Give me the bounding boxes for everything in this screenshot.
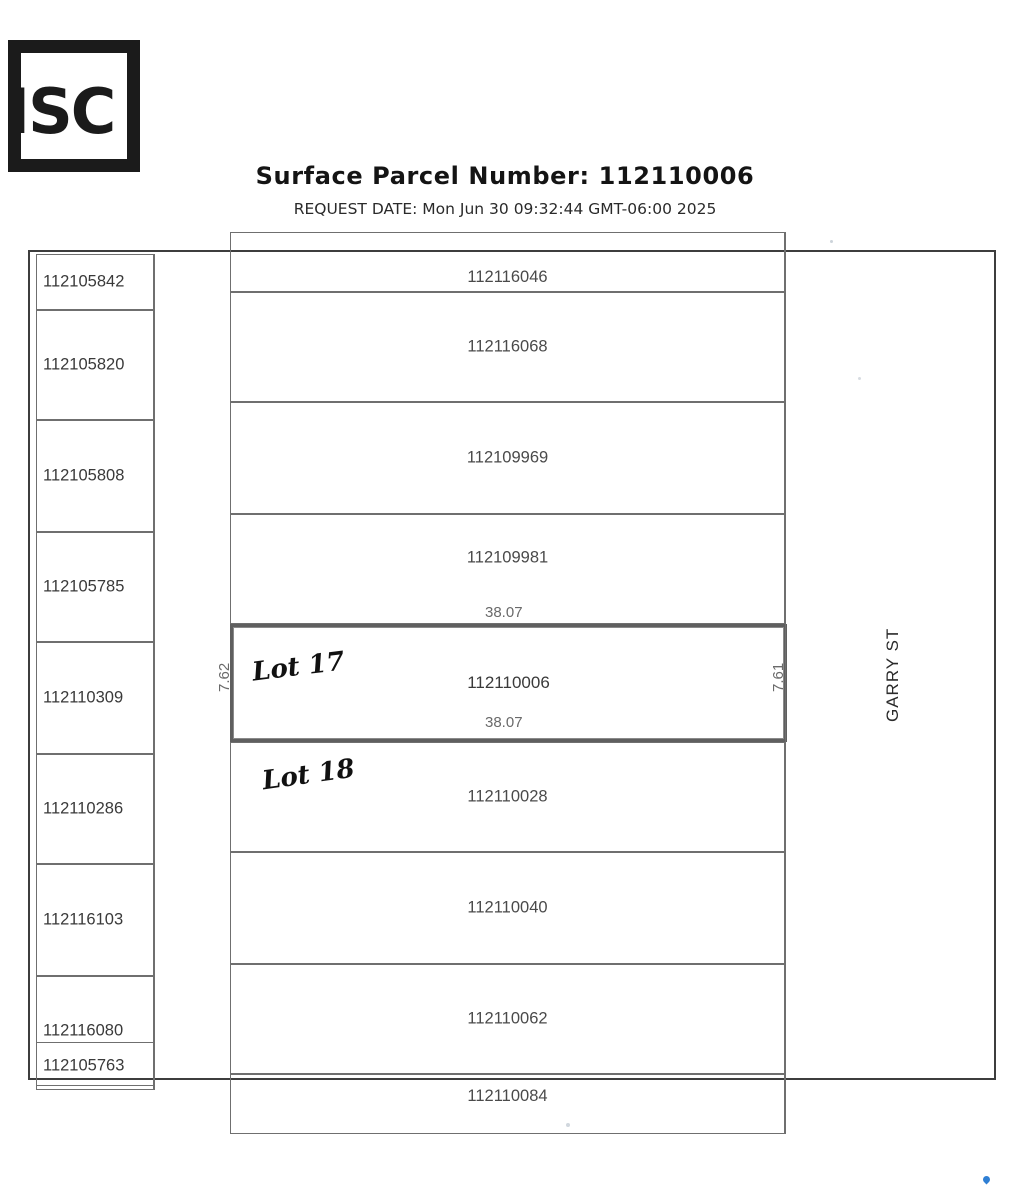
street-label-garry-st: GARRY ST (883, 627, 902, 722)
parcel-label: 112105808 (43, 466, 125, 485)
dimension-left-depth: 7.62 (216, 662, 233, 692)
parcel-cell[interactable] (36, 642, 154, 754)
dimension-bottom-width: 38.07 (485, 714, 523, 731)
parcel-label: 112116068 (467, 337, 548, 356)
scan-speck (830, 240, 833, 243)
parcel-cell[interactable] (36, 1042, 154, 1090)
parcel-label: 112110286 (43, 799, 124, 818)
handwritten-annotation-lot-17: Lot 17 (250, 646, 347, 688)
parcel-cell[interactable] (36, 420, 154, 532)
parcel-cell[interactable] (36, 254, 154, 310)
parcel-label: 112116046 (467, 268, 548, 286)
parcel-label: 112109981 (466, 548, 549, 567)
parcel-label: 112105763 (43, 1056, 125, 1075)
subject-parcel-label: 112110006 (467, 673, 550, 692)
dimension-right-depth: 7.61 (770, 662, 787, 692)
parcel-cell[interactable] (36, 310, 154, 420)
parcel-label: 112110084 (467, 1087, 548, 1105)
parcel-label: 112105842 (43, 272, 125, 291)
scan-speck (858, 377, 861, 380)
parcel-cell[interactable] (230, 1074, 785, 1134)
parcel-map (28, 250, 996, 1105)
parcel-cell[interactable] (230, 292, 785, 402)
parcel-label: 112105785 (43, 577, 125, 596)
parcel-cell[interactable] (230, 402, 785, 514)
parcel-cell[interactable] (230, 964, 785, 1074)
parcel-label: 112109969 (466, 448, 549, 467)
parcel-cell[interactable] (36, 754, 154, 864)
parcel-cell[interactable] (36, 864, 154, 976)
map-pin-icon (982, 1175, 992, 1185)
scan-speck (566, 1123, 570, 1127)
page-title: Surface Parcel Number: 112110006 (255, 162, 755, 190)
parcel-cell[interactable] (36, 532, 154, 642)
parcel-label: 112110040 (467, 898, 548, 917)
isc-logo-text: ISC (7, 75, 115, 148)
parcel-label: 112116080 (43, 1021, 124, 1040)
parcel-label: 112105820 (43, 355, 125, 374)
parcel-label: 112110028 (467, 787, 548, 806)
parcel-label: 112110062 (467, 1009, 548, 1028)
parcel-label: 112110309 (43, 688, 124, 707)
parcel-label: 112116103 (43, 910, 124, 929)
parcel-cell[interactable] (230, 232, 785, 292)
dimension-top-width: 38.07 (485, 604, 523, 621)
isc-logo (8, 40, 140, 172)
map-divider (154, 254, 155, 1090)
parcel-cell[interactable] (230, 852, 785, 964)
request-date: REQUEST DATE: Mon Jun 30 09:32:44 GMT-06:00 2025 (293, 200, 717, 218)
handwritten-annotation-lot-18: Lot 18 (260, 753, 357, 797)
